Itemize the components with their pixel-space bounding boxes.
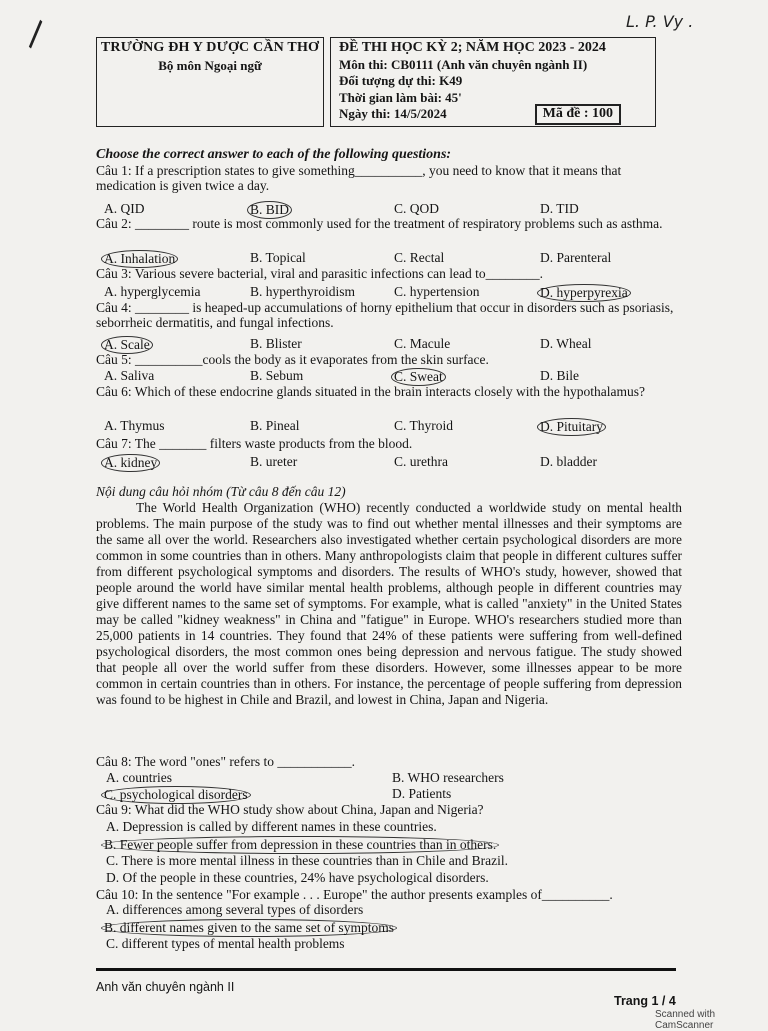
question-10-stem: Câu 10: In the sentence "For example . . . Europe" the author presents examples of__________. (96, 887, 613, 902)
question-5-options (104, 368, 684, 384)
group-title: Nội dung câu hỏi nhóm (Từ câu 8 đến câu 12) (96, 484, 346, 499)
q9-option: A. Depression is called by different names in these countries. (106, 819, 437, 834)
question-2-stem: Câu 2: ________ route is most commonly used for the treatment of respiratory problems such as asthma. (96, 216, 663, 231)
option: D. TID (540, 201, 579, 216)
option-marked: A. kidney (101, 454, 160, 472)
option: A. Saliva (104, 368, 155, 383)
department-name: Bộ môn Ngoại ngữ (158, 58, 262, 73)
scanner-watermark: Scanned with CamScanner (655, 1009, 716, 1031)
option: B. Sebum (250, 368, 304, 383)
question-4-options (104, 336, 684, 352)
option: C. QOD (394, 201, 440, 216)
option-marked: D. Pituitary (537, 418, 606, 436)
school-box (96, 37, 324, 127)
option: D. bladder (540, 454, 597, 469)
option-marked: D. hyperpyrexia (537, 284, 631, 302)
q8-option: A. countries (106, 770, 172, 785)
question-9-stem: Câu 9: What did the WHO study show about China, Japan and Nigeria? (96, 802, 484, 817)
exam-duration: Thời gian làm bài: 45' (339, 89, 462, 105)
school-name: TRƯỜNG ĐH Y DƯỢC CẦN THƠ (100, 40, 320, 55)
question-6-stem: Câu 6: Which of these endocrine glands situated in the brain interacts closely with the hypothalamus? (96, 384, 645, 399)
option: D. Wheal (540, 336, 592, 351)
q10-option-marked: B. different names given to the same set of symptoms (101, 919, 397, 937)
q10-option: A. differences among several types of disorders (106, 902, 364, 917)
handwritten-corner-mark: \ (18, 14, 53, 54)
exam-header (96, 37, 656, 127)
question-7-options (104, 454, 684, 470)
option-marked: A. Scale (101, 336, 153, 354)
exam-code: Mã đề : 100 (535, 104, 621, 125)
option: B. Topical (250, 250, 306, 265)
exam-subject: Môn thi: CB0111 (Anh văn chuyên ngành II) (339, 56, 588, 72)
option-marked: B. BID (247, 201, 292, 219)
option: A. hyperglycemia (104, 284, 201, 299)
q9-option-marked: B. Fewer people suffer from depression in these countries than in others. (101, 836, 499, 854)
option: D. Bile (540, 368, 579, 383)
footer-divider (96, 968, 676, 971)
option: D. Parenteral (540, 250, 612, 265)
question-4-stem: Câu 4: ________ is heaped-up accumulations of horny epithelium that occur in disorders such as psoriasis, seborrheic dermatitis, and fungal infections. (96, 300, 674, 330)
option: B. Blister (250, 336, 302, 351)
question-3-options (104, 284, 684, 300)
option: A. QID (104, 201, 145, 216)
reading-passage (96, 500, 682, 708)
footer-page-number: Trang 1 / 4 (614, 994, 676, 1008)
option-marked: A. Inhalation (101, 250, 178, 268)
footer-course: Anh văn chuyên ngành II (96, 980, 235, 994)
instruction: Choose the correct answer to each of the following questions: (96, 147, 452, 162)
q8-option: D. Patients (392, 786, 452, 801)
question-6-options (104, 418, 684, 434)
exam-title: ĐỀ THI HỌC KỲ 2; NĂM HỌC 2023 - 2024 (339, 40, 606, 55)
handwritten-initials: L. P. Vy . (626, 12, 694, 31)
option: C. urethra (394, 454, 448, 469)
option: B. hyperthyroidism (250, 284, 355, 299)
option: B. ureter (250, 454, 298, 469)
passage-text: The World Health Organization (WHO) recently conducted a worldwide study on mental health problems. The main purpose of the study was to find out whether mental illnesses and their symptoms are the same all over the world. Researchers also investigated whether certain psychological disorders are more common in some countries than in others. Many anthropologists claim that people in different cultures suffer from different psychological symptoms and disorders. The results of WHO's study, however, showed that people around the world have similar mental health problems, although people in different countries may give different names to the same set of symptoms. For example, what is called "anxiety" in the United States may be called "kidney weakness" in China and "fatigue" in Europe. WHO's researchers studied more than 25,000 patients in 14 countries. They found that 24% of these patients were suffering from well-defined psychological disorders, the most common ones being depression and nervous fatigue. The study showed that people all over the world suffer from these disorders. However, some illnesses appear to be more common in certain countries than in others. For instance, the percentage of people suffering from depression was found to be highest in Chile and Brazil, and lowest in China, Japan and Nigeria. (96, 500, 682, 707)
question-8-stem: Câu 8: The word "ones" refers to ___________. (96, 754, 355, 769)
q9-option: D. Of the people in these countries, 24% have psychological disorders. (106, 870, 489, 885)
option-marked: C. Sweat (391, 368, 446, 386)
question-7-stem: Câu 7: The _______ filters waste products from the blood. (96, 436, 413, 451)
q10-option: C. different types of mental health problems (106, 936, 345, 951)
exam-audience: Đối tượng dự thi: K49 (339, 73, 463, 88)
option: B. Pineal (250, 418, 300, 433)
question-5-stem: Câu 5: __________cools the body as it evaporates from the skin surface. (96, 352, 489, 367)
question-2-options (104, 250, 684, 266)
question-1-stem: Câu 1: If a prescription states to give something__________, you need to know that it means that medication is given twice a day. (96, 163, 622, 193)
option: A. Thymus (104, 418, 165, 433)
q8-option-marked: C. psychological disorders (101, 786, 251, 804)
question-3-stem: Câu 3: Various severe bacterial, viral and parasitic infections can lead to________. (96, 266, 543, 281)
exam-info-box (330, 37, 656, 127)
option: C. Rectal (394, 250, 445, 265)
q9-option: C. There is more mental illness in these countries than in Chile and Brazil. (106, 853, 509, 868)
option: C. hypertension (394, 284, 480, 299)
option: C. Thyroid (394, 418, 454, 433)
exam-date: Ngày thi: 14/5/2024 (339, 106, 447, 121)
question-1-options (104, 201, 684, 217)
q8-option: B. WHO researchers (392, 770, 504, 785)
option: C. Macule (394, 336, 451, 351)
